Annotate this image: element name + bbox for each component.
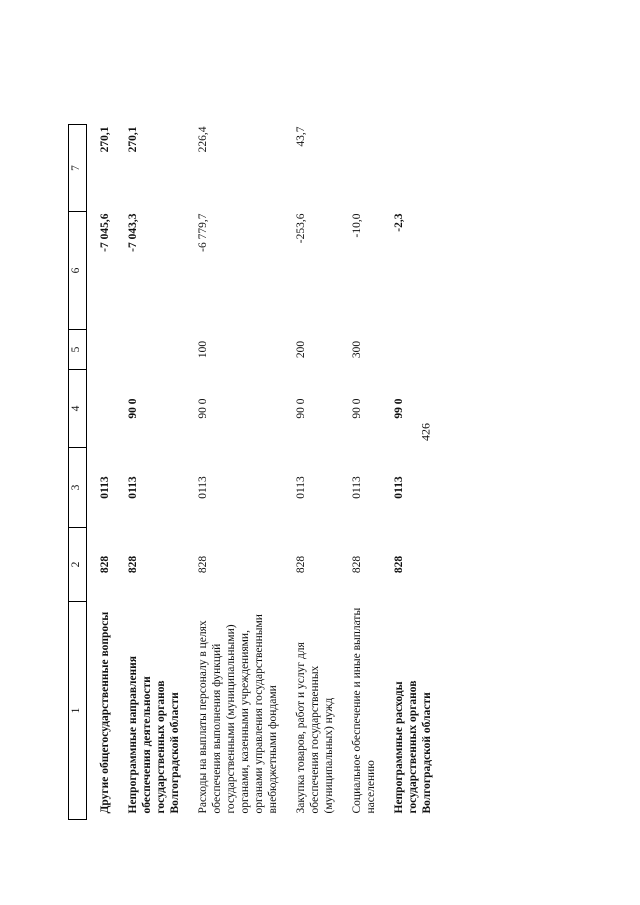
row-code-3: 0113 [99,476,111,499]
row-code-5: 100 [197,340,209,359]
row-value-6: -7 045,6 [99,213,111,252]
row-value-6: -253,6 [295,213,307,244]
row-code-4: 90 0 [197,398,209,419]
row-code-3: 0113 [295,476,307,499]
budget-table-region [68,125,586,820]
row-code-2: 828 [197,555,209,574]
row-code-5 [387,330,443,370]
table-row [345,125,387,820]
table-row [121,125,191,820]
row-name: Социальное обеспечение и иные выплаты населению [351,607,377,814]
table-row [93,125,121,820]
row-code-4 [93,370,121,448]
row-code-4: 90 0 [295,398,307,419]
header-row [69,125,87,820]
row-code-2: 828 [351,555,363,574]
header-col-5: 5 [69,330,87,370]
row-code-2: 828 [127,555,139,574]
row-value-7: 43,7 [295,126,307,147]
table-row [289,125,345,820]
header-col-7: 7 [69,125,87,212]
page-number: 426 [418,423,433,441]
row-value-6: -2,3 [393,213,405,232]
table-row [191,125,289,820]
header-col-2: 2 [69,528,87,602]
row-code-2: 828 [99,555,111,574]
budget-table [68,124,443,820]
row-code-3: 0113 [393,476,405,499]
row-name: Другие общегосударственные вопросы [99,611,111,814]
row-name: Расходы на выплаты персоналу в целях обеспечения выполнения функций государственными (муниципальными) органами, казенными учреждениями, органами управления государственными внебюджетными фондами [197,614,279,814]
row-name: Закупка товаров, работ и услуг для обеспечения государственных (муниципальных) нужд [295,642,335,814]
row-name: Непрограммные расходы государственных органов Волгоградской области [393,680,433,814]
row-code-5: 200 [295,340,307,359]
row-code-3: 0113 [197,476,209,499]
row-code-5: 300 [351,340,363,359]
row-value-7: 226,4 [197,126,209,153]
row-value-6: -6 779,7 [197,213,209,252]
header-col-6: 6 [69,212,87,330]
table-row [387,125,443,820]
header-col-4: 4 [69,370,87,448]
row-name: Непрограммные направления обеспечения деятельности государственных органов Волгоградской области [127,655,181,814]
header-col-3: 3 [69,448,87,528]
row-code-3: 0113 [351,476,363,499]
row-value-7 [345,125,387,212]
row-value-6: -7 043,3 [127,213,139,252]
row-value-7 [387,125,443,212]
row-code-2: 828 [393,555,405,574]
row-value-7: 270,1 [99,126,111,153]
row-code-5 [121,330,191,370]
row-code-4: 90 0 [351,398,363,419]
row-code-5 [93,330,121,370]
row-code-4: 99 0 [393,398,405,419]
row-value-7: 270,1 [127,126,139,153]
row-code-3: 0113 [127,476,139,499]
header-col-1: 1 [69,602,87,820]
row-value-6: -10,0 [351,213,363,238]
row-code-2: 828 [295,555,307,574]
row-code-4: 90 0 [127,398,139,419]
